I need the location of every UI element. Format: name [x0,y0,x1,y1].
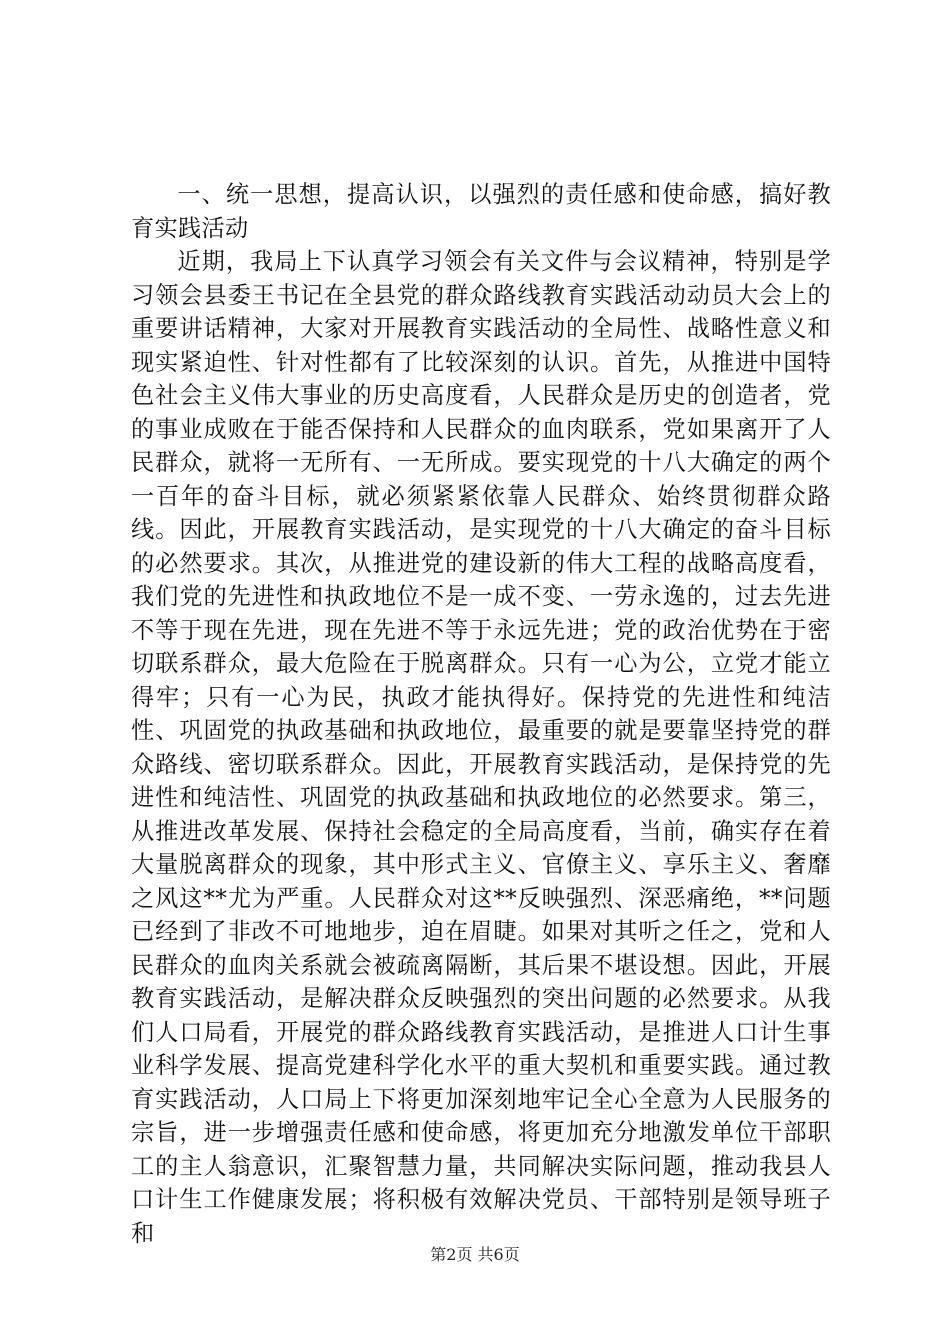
page-footer: 第2页 共6页 [430,1245,520,1264]
document-body [131,178,831,1250]
body-paragraph: 近期，我局上下认真学习领会有关文件与会议精神，特别是学习领会县委王书记在全县党的群众路线教育实践活动动员大会上的重要讲话精神，大家对开展教育实践活动的全局性、战略性意义和现实紧迫性、针对性都有了比较深刻的认识。首先，从推进中国特色社会主义伟大事业的历史高度看，人民群众是历史的创造者，党的事业成败在于能否保持和人民群众的血肉联系，党如果离开了人民群众，就将一无所有、一无所成。要实现党的十八大确定的两个一百年的奋斗目标，就必须紧紧依靠人民群众、始终贯彻群众路线。因此，开展教育实践活动，是实现党的十八大确定的奋斗目标的必然要求。其次，从推进党的建设新的伟大工程的战略高度看，我们党的先进性和执政地位不是一成不变、一劳永逸的，过去先进不等于现在先进，现在先进不等于永远先进；党的政治优势在于密切联系群众，最大危险在于脱离群众。只有一心为公，立党才能立得牢；只有一心为民，执政才能执得好。保持党的先进性和纯洁性、巩固党的执政基础和执政地位，最重要的就是要靠坚持党的群众路线、密切联系群众。因此，开展教育实践活动，是保持党的先进性和纯洁性、巩固党的执政基础和执政地位的必然要求。第三，从推进改革发展、保持社会稳定的全局高度看，当前，确实存在着大量脱离群众的现象，其中形式主义、官僚主义、享乐主义、奢靡之风这**尤为严重。人民群众对这**反映强烈、深恶痛绝，**问题已经到了非改不可地地步，迫在眉睫。如果对其听之任之，党和人民群众的血肉关系就会被疏离隔断，其后果不堪设想。因此，开展教育实践活动，是解决群众反映强烈的突出问题的必然要求。从我们人口局看，开展党的群众路线教育实践活动，是推进人口计生事业科学发展、提高党建科学化水平的重大契机和重要实践。通过教育实践活动，人口局上下将更加深刻地牢记全心全意为人民服务的宗旨，进一步增强责任感和使命感，将更加充分地激发单位干部职工的主人翁意识，汇聚智慧力量，共同解决实际问题，推动我县人口计生工作健康发展；将积极有效解决党员、干部特别是领导班子和 [131,248,831,1247]
section-heading: 一、统一思想，提高认识，以强烈的责任感和使命感，搞好教育实践活动 [131,181,831,242]
